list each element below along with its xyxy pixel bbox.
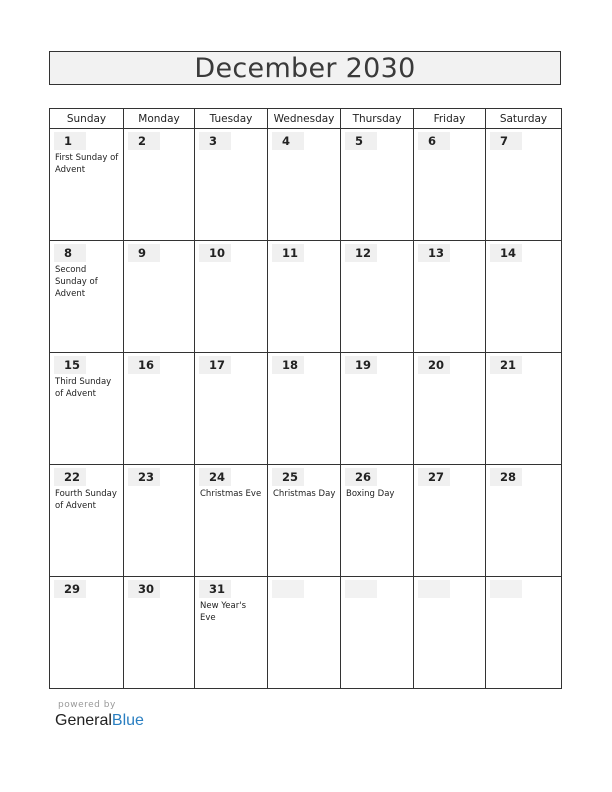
weekday-header-thursday: Thursday [341, 109, 414, 129]
day-number: 9 [128, 244, 160, 262]
day-cell-6[interactable] [414, 129, 486, 241]
holiday-label: First Sunday of Advent [55, 153, 119, 175]
day-number: 15 [54, 356, 86, 374]
day-cell-8[interactable] [50, 241, 124, 353]
day-number: 5 [345, 132, 377, 150]
day-number: 8 [54, 244, 86, 262]
day-number: 18 [272, 356, 304, 374]
day-number: 20 [418, 356, 450, 374]
empty-day-cell[interactable] [486, 577, 561, 688]
weekday-header-friday: Friday [414, 109, 486, 129]
day-number: 17 [199, 356, 231, 374]
day-number: 22 [54, 468, 86, 486]
day-number: 23 [128, 468, 160, 486]
day-cell-26[interactable] [341, 465, 414, 577]
day-number: 1 [54, 132, 86, 150]
day-number: 24 [199, 468, 231, 486]
day-number: 4 [272, 132, 304, 150]
day-number: 2 [128, 132, 160, 150]
day-cell-31[interactable] [195, 577, 268, 688]
brand-general-text: General [55, 712, 112, 729]
day-cell-30[interactable] [124, 577, 195, 688]
day-cell-3[interactable] [195, 129, 268, 241]
day-number: 26 [345, 468, 377, 486]
day-cell-12[interactable] [341, 241, 414, 353]
day-cell-15[interactable] [50, 353, 124, 465]
day-number: 29 [54, 580, 86, 598]
day-cell-7[interactable] [486, 129, 561, 241]
powered-by-text: powered by [58, 700, 116, 710]
holiday-label: Christmas Day [273, 489, 336, 499]
day-number: 7 [490, 132, 522, 150]
weekday-header-sunday: Sunday [50, 109, 124, 129]
day-cell-11[interactable] [268, 241, 341, 353]
day-number: 28 [490, 468, 522, 486]
holiday-label: Third Sunday of Advent [55, 377, 112, 399]
day-cell-10[interactable] [195, 241, 268, 353]
day-cell-2[interactable] [124, 129, 195, 241]
day-cell-18[interactable] [268, 353, 341, 465]
day-cell-16[interactable] [124, 353, 195, 465]
calendar-title-box [49, 51, 561, 85]
day-cell-28[interactable] [486, 465, 561, 577]
day-cell-20[interactable] [414, 353, 486, 465]
empty-day-cell[interactable] [268, 577, 341, 688]
day-number: 11 [272, 244, 304, 262]
holiday-label: Fourth Sunday of Advent [55, 489, 117, 511]
calendar-grid [49, 108, 562, 689]
day-cell-22[interactable] [50, 465, 124, 577]
holiday-label: Second Sunday of Advent [55, 265, 98, 299]
day-number: 13 [418, 244, 450, 262]
day-cell-24[interactable] [195, 465, 268, 577]
day-number: 19 [345, 356, 377, 374]
day-number: 16 [128, 356, 160, 374]
day-cell-17[interactable] [195, 353, 268, 465]
day-cell-4[interactable] [268, 129, 341, 241]
brand-blue-text: Blue [111, 712, 144, 729]
weekday-header-wednesday: Wednesday [268, 109, 341, 129]
day-cell-5[interactable] [341, 129, 414, 241]
empty-day-cell[interactable] [341, 577, 414, 688]
day-cell-19[interactable] [341, 353, 414, 465]
holiday-label: Boxing Day [346, 489, 395, 499]
day-cell-23[interactable] [124, 465, 195, 577]
day-number: 25 [272, 468, 304, 486]
day-number: 3 [199, 132, 231, 150]
day-cell-29[interactable] [50, 577, 124, 688]
day-cell-14[interactable] [486, 241, 561, 353]
day-number: 10 [199, 244, 231, 262]
weekday-header-monday: Monday [124, 109, 195, 129]
empty-day-number [345, 580, 377, 598]
holiday-label: Christmas Eve [200, 489, 262, 499]
calendar-title: December 2030 [194, 52, 416, 84]
empty-day-number [272, 580, 304, 598]
day-number: 14 [490, 244, 522, 262]
day-number: 21 [490, 356, 522, 374]
day-cell-1[interactable] [50, 129, 124, 241]
empty-day-cell[interactable] [414, 577, 486, 688]
empty-day-number [418, 580, 450, 598]
day-number: 30 [128, 580, 160, 598]
day-number: 31 [199, 580, 231, 598]
generalblue-logo[interactable] [55, 712, 144, 730]
day-number: 12 [345, 244, 377, 262]
day-cell-21[interactable] [486, 353, 561, 465]
empty-day-number [490, 580, 522, 598]
day-cell-27[interactable] [414, 465, 486, 577]
day-cell-13[interactable] [414, 241, 486, 353]
weekday-header-saturday: Saturday [486, 109, 561, 129]
day-cell-9[interactable] [124, 241, 195, 353]
day-cell-25[interactable] [268, 465, 341, 577]
day-number: 27 [418, 468, 450, 486]
holiday-label: New Year's Eve [200, 601, 247, 623]
weekday-header-tuesday: Tuesday [195, 109, 268, 129]
day-number: 6 [418, 132, 450, 150]
